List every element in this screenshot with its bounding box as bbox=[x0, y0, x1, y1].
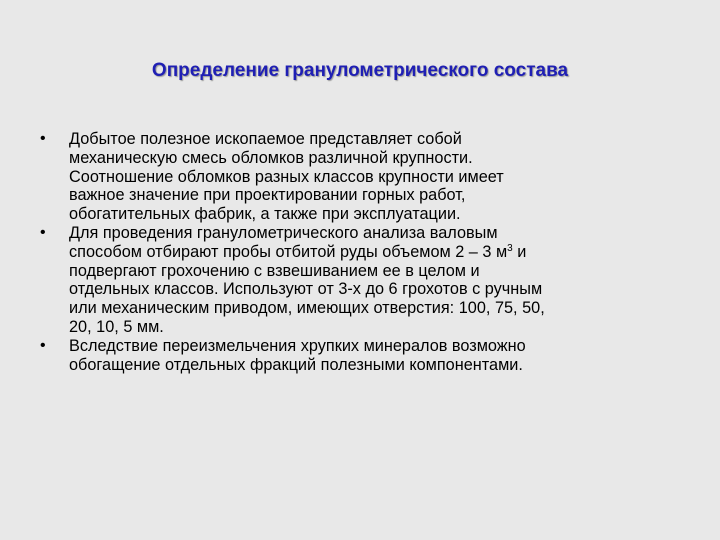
bullet-text-fragment: способом отбирают пробы отбитой руды объемом 2 – 3 м bbox=[69, 242, 508, 261]
bullet-marker: • bbox=[40, 336, 46, 354]
bullet-text-line: обогащение отдельных фракций полезными компонентами. bbox=[69, 355, 523, 374]
bullet-text-line: механическую смесь обломков различной крупности. bbox=[69, 148, 473, 167]
bullet-text-line: Для проведения гранулометрического анализа валовым bbox=[69, 223, 498, 242]
bullet-item bbox=[40, 337, 680, 375]
bullet-text-line: подвергают грохочению с взвешиванием ее в целом и bbox=[69, 261, 480, 280]
bullet-text-fragment: и bbox=[512, 242, 527, 261]
bullet-item bbox=[40, 224, 680, 337]
bullet-item bbox=[40, 130, 680, 224]
cubic-superscript: 3 bbox=[507, 242, 513, 254]
bullet-text-line: или механическим приводом, имеющих отверстия: 100, 75, 50, bbox=[69, 299, 545, 318]
bullet-text-line: 20, 10, 5 мм. bbox=[69, 317, 164, 336]
bullet-text-line-with-superscript bbox=[69, 243, 680, 262]
bullet-text-line: Вследствие переизмельчения хрупких минералов возможно bbox=[69, 336, 526, 355]
bullet-text-line: отдельных классов. Используют от 3-х до 6 грохотов с ручным bbox=[69, 280, 543, 299]
bullet-text-line: важное значение при проектировании горных работ, bbox=[69, 186, 466, 205]
bullet-marker: • bbox=[40, 130, 46, 147]
slide-title: Определение гранулометрического состава bbox=[151, 60, 569, 81]
bullet-text-line: Добытое полезное ископаемое представляет собой bbox=[69, 130, 462, 148]
bullet-list bbox=[40, 130, 680, 374]
bullet-text-line: обогатительных фабрик, а также при эксплуатации. bbox=[69, 205, 461, 224]
bullet-marker: • bbox=[40, 223, 46, 241]
bullet-text-line: Соотношение обломков разных классов крупности имеет bbox=[69, 167, 504, 186]
